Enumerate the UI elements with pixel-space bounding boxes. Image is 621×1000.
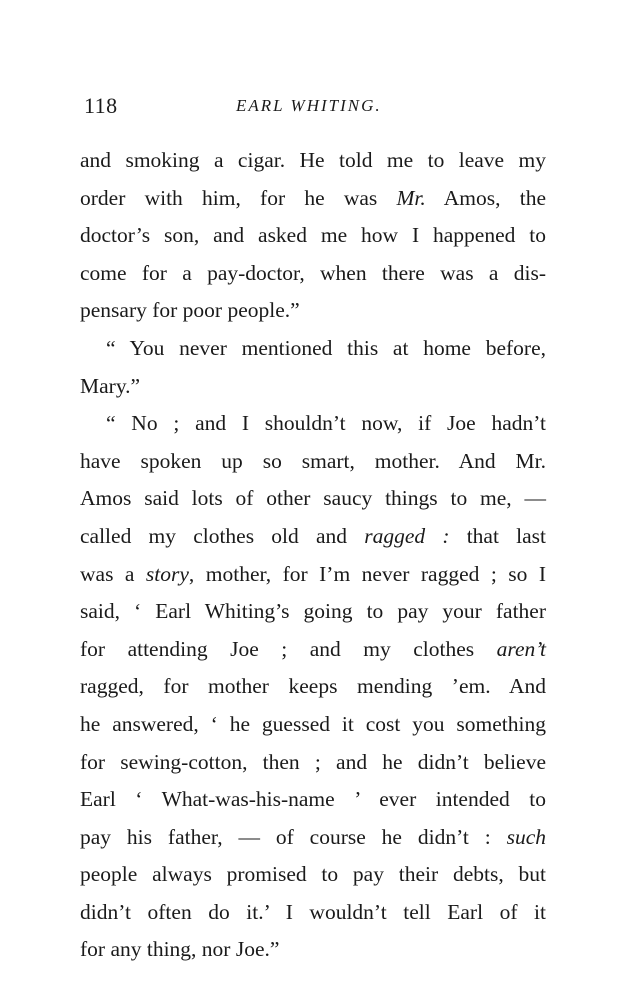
text-line [80,330,546,368]
text-line [80,668,546,706]
text-segment: for attending Joe ; and my clothes [80,636,497,661]
text-segment: pensary for poor people.” [80,298,300,323]
text-segment: doctor’s son, and asked me how I happened to [80,223,546,248]
text-line [80,894,546,932]
text-segment: come for a pay-doctor, when there was a dis- [80,260,546,285]
running-title: EARL WHITING. [236,96,382,115]
text-segment: that last [449,523,546,548]
text-line [80,556,546,594]
italic-text: story [145,561,189,586]
italic-text: aren’t [496,636,546,661]
text-line [80,180,546,218]
text-segment: Earl ‘ What-was-his-name ’ ever intended to [80,787,546,812]
text-line [80,142,546,180]
text-line [80,292,546,330]
text-line [80,856,546,894]
page-number: 118 [84,93,118,118]
text-segment: didn’t often do it.’ I wouldn’t tell Earl of it [80,899,546,924]
text-line [80,518,546,556]
italic-text: Mr. [396,185,426,210]
text-segment: Mary.” [80,373,141,398]
text-segment: people always promised to pay their debts, but [80,862,546,887]
text-line [80,405,546,443]
text-segment: , mother, for I’m never ragged ; so I [188,561,546,586]
text-segment: and smoking a cigar. He told me to leave my [80,148,546,172]
text-segment: was a [80,561,146,586]
text-segment: Amos, the [425,185,546,210]
text-segment: “ No ; and I shouldn’t now, if Joe hadn’t [106,411,546,436]
italic-text: such [506,824,546,849]
page-header [84,93,546,123]
italic-text: ragged : [364,523,450,548]
text-segment: Amos said lots of other saucy things to me, — [80,486,546,511]
text-segment: ragged, for mother keeps mending ’em. And [80,674,546,699]
text-segment: have spoken up so smart, mother. And Mr. [80,448,546,473]
text-segment: called my clothes old and [80,523,365,548]
text-segment: pay his father, — of course he didn’t : [80,824,507,849]
text-segment: he answered, ‘ he guessed it cost you something [80,711,546,736]
text-line [80,368,546,406]
text-line [80,631,546,669]
text-segment: said, ‘ Earl Whiting’s going to pay your father [80,599,546,624]
text-line [80,744,546,782]
text-line [80,255,546,293]
text-line [80,480,546,518]
text-segment: “ You never mentioned this at home before, [106,335,546,360]
text-segment: for sewing-cotton, then ; and he didn’t believe [80,749,546,774]
body-text [80,142,546,969]
text-segment: for any thing, nor Joe.” [80,937,280,962]
text-line [80,217,546,255]
text-line [80,819,546,857]
text-line [80,781,546,819]
text-segment: order with him, for he was [80,185,397,210]
text-line [80,931,546,969]
text-line [80,706,546,744]
text-line [80,443,546,481]
text-line [80,593,546,631]
